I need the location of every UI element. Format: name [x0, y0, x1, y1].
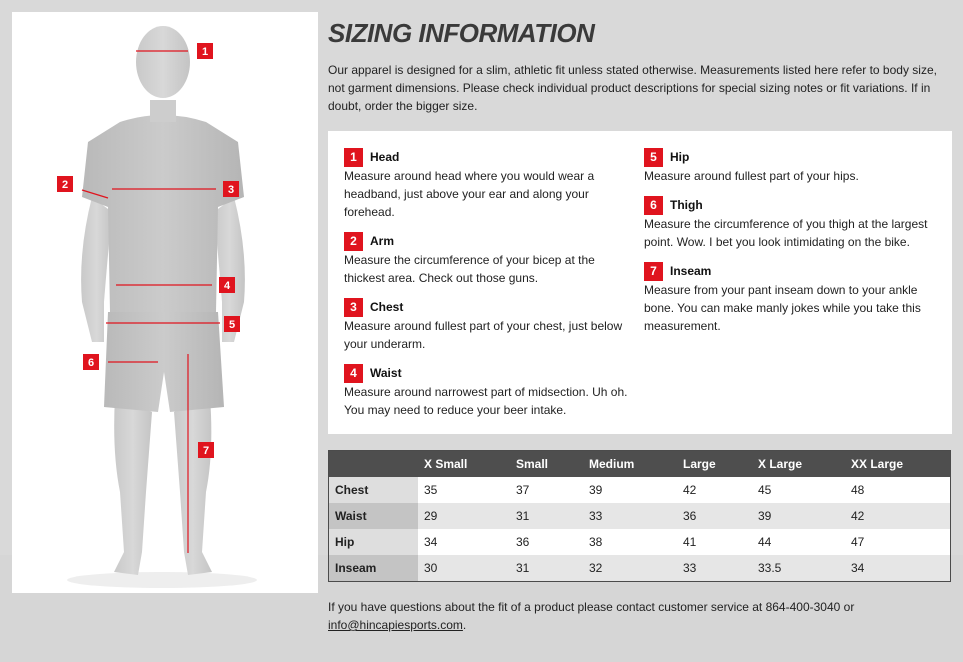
table-cell: 35 [418, 477, 510, 503]
measure-name: Arm [370, 234, 395, 248]
marker-3-label: 3 [227, 184, 235, 196]
table-cell: 39 [752, 503, 845, 529]
marker-5 [224, 316, 240, 332]
contact-text-end: . [462, 618, 467, 632]
table-cell: 36 [677, 503, 752, 529]
table-cell: 37 [510, 477, 583, 503]
measure-description: Measure around fullest part of your hips. [644, 169, 859, 183]
marker-1-label: 1 [201, 46, 209, 58]
table-row [329, 477, 951, 503]
table-header-row [329, 451, 951, 478]
email-link[interactable]: info@hincapiesports.com [328, 618, 463, 632]
table-cell: 34 [418, 529, 510, 555]
marker-4 [219, 277, 235, 293]
row-header: Inseam [329, 555, 419, 582]
table-cell: 42 [845, 503, 951, 529]
marker-7 [198, 442, 214, 458]
table-row [329, 555, 951, 582]
measure-item-inseam [644, 261, 934, 335]
measure-number-badge: 3 [344, 298, 363, 317]
contact-text: If you have questions about the fit of a product please contact customer service at 864-400-3040 or [328, 600, 855, 614]
measure-number-badge: 4 [344, 364, 363, 383]
measure-name: Chest [370, 300, 404, 314]
marker-3 [223, 181, 239, 197]
column-header: XX Large [845, 451, 951, 478]
column-header: X Small [418, 451, 510, 478]
table-cell: 34 [845, 555, 951, 582]
table-cell: 29 [418, 503, 510, 529]
table-cell: 30 [418, 555, 510, 582]
marker-6-label: 6 [87, 357, 95, 369]
size-chart-table [328, 450, 951, 582]
measure-number-badge: 6 [644, 196, 663, 215]
page-title: SIZING INFORMATION [328, 18, 595, 48]
measure-number-badge: 2 [344, 232, 363, 251]
measure-item-head [344, 147, 634, 221]
table-cell: 41 [677, 529, 752, 555]
measure-item-arm [344, 231, 634, 287]
table-cell: 33.5 [752, 555, 845, 582]
column-header: X Large [752, 451, 845, 478]
row-header: Waist [329, 503, 419, 529]
measure-name: Thigh [670, 198, 703, 212]
marker-1 [197, 43, 213, 59]
table-cell: 39 [583, 477, 677, 503]
row-header: Hip [329, 529, 419, 555]
body-figure-panel [12, 12, 318, 593]
measure-item-hip [644, 147, 934, 185]
measure-item-waist [344, 363, 634, 419]
body-figure-illustration [12, 12, 318, 593]
measure-name: Head [370, 150, 400, 164]
measure-number-badge: 7 [644, 262, 663, 281]
measure-item-thigh [644, 195, 934, 251]
marker-2-label: 2 [61, 179, 69, 191]
measure-name: Waist [370, 366, 402, 380]
measure-description: Measure around narrowest part of midsection. Uh oh. You may need to reduce your beer intake. [344, 385, 628, 417]
table-cell: 47 [845, 529, 951, 555]
measure-number-badge: 5 [644, 148, 663, 167]
table-cell: 31 [510, 555, 583, 582]
table-cell: 31 [510, 503, 583, 529]
marker-5-label: 5 [228, 319, 236, 331]
measure-name: Hip [670, 150, 690, 164]
table-cell: 48 [845, 477, 951, 503]
measure-description: Measure around fullest part of your chest, just below your underarm. [344, 319, 623, 351]
column-header [329, 451, 419, 478]
measure-description: Measure the circumference of you thigh at the largest point. Wow. I bet you look intimidating on the bike. [644, 217, 928, 249]
measure-number-badge: 1 [344, 148, 363, 167]
table-cell: 36 [510, 529, 583, 555]
table-cell: 42 [677, 477, 752, 503]
measure-item-chest [344, 297, 634, 353]
table-cell: 38 [583, 529, 677, 555]
column-header: Large [677, 451, 752, 478]
column-header: Medium [583, 451, 677, 478]
column-header: Small [510, 451, 583, 478]
table-row [329, 503, 951, 529]
marker-2 [57, 176, 73, 192]
table-cell: 33 [677, 555, 752, 582]
table-cell: 33 [583, 503, 677, 529]
measure-description: Measure around head where you would wear a headband, just above your ear and along your forehead. [344, 169, 595, 219]
marker-6 [83, 354, 99, 370]
contact-note [328, 598, 948, 634]
table-row [329, 529, 951, 555]
measure-name: Inseam [670, 264, 712, 278]
table-cell: 45 [752, 477, 845, 503]
table-cell: 44 [752, 529, 845, 555]
intro-text: Our apparel is designed for a slim, athletic fit unless stated otherwise. Measurements listed here refer to body size, not garment dimensions. Please check individual product descriptions for special sizing notes or fit variations. If in doubt, order the bigger size. [328, 63, 937, 113]
measure-description: Measure from your pant inseam down to your ankle bone. You can make manly jokes while you take this measurement. [644, 283, 921, 333]
row-header: Chest [329, 477, 419, 503]
measure-description: Measure the circumference of your bicep at the thickest area. Check out those guns. [344, 253, 595, 285]
measurement-guide [328, 131, 952, 434]
marker-7-label: 7 [202, 445, 210, 457]
table-cell: 32 [583, 555, 677, 582]
marker-4-label: 4 [223, 280, 231, 292]
